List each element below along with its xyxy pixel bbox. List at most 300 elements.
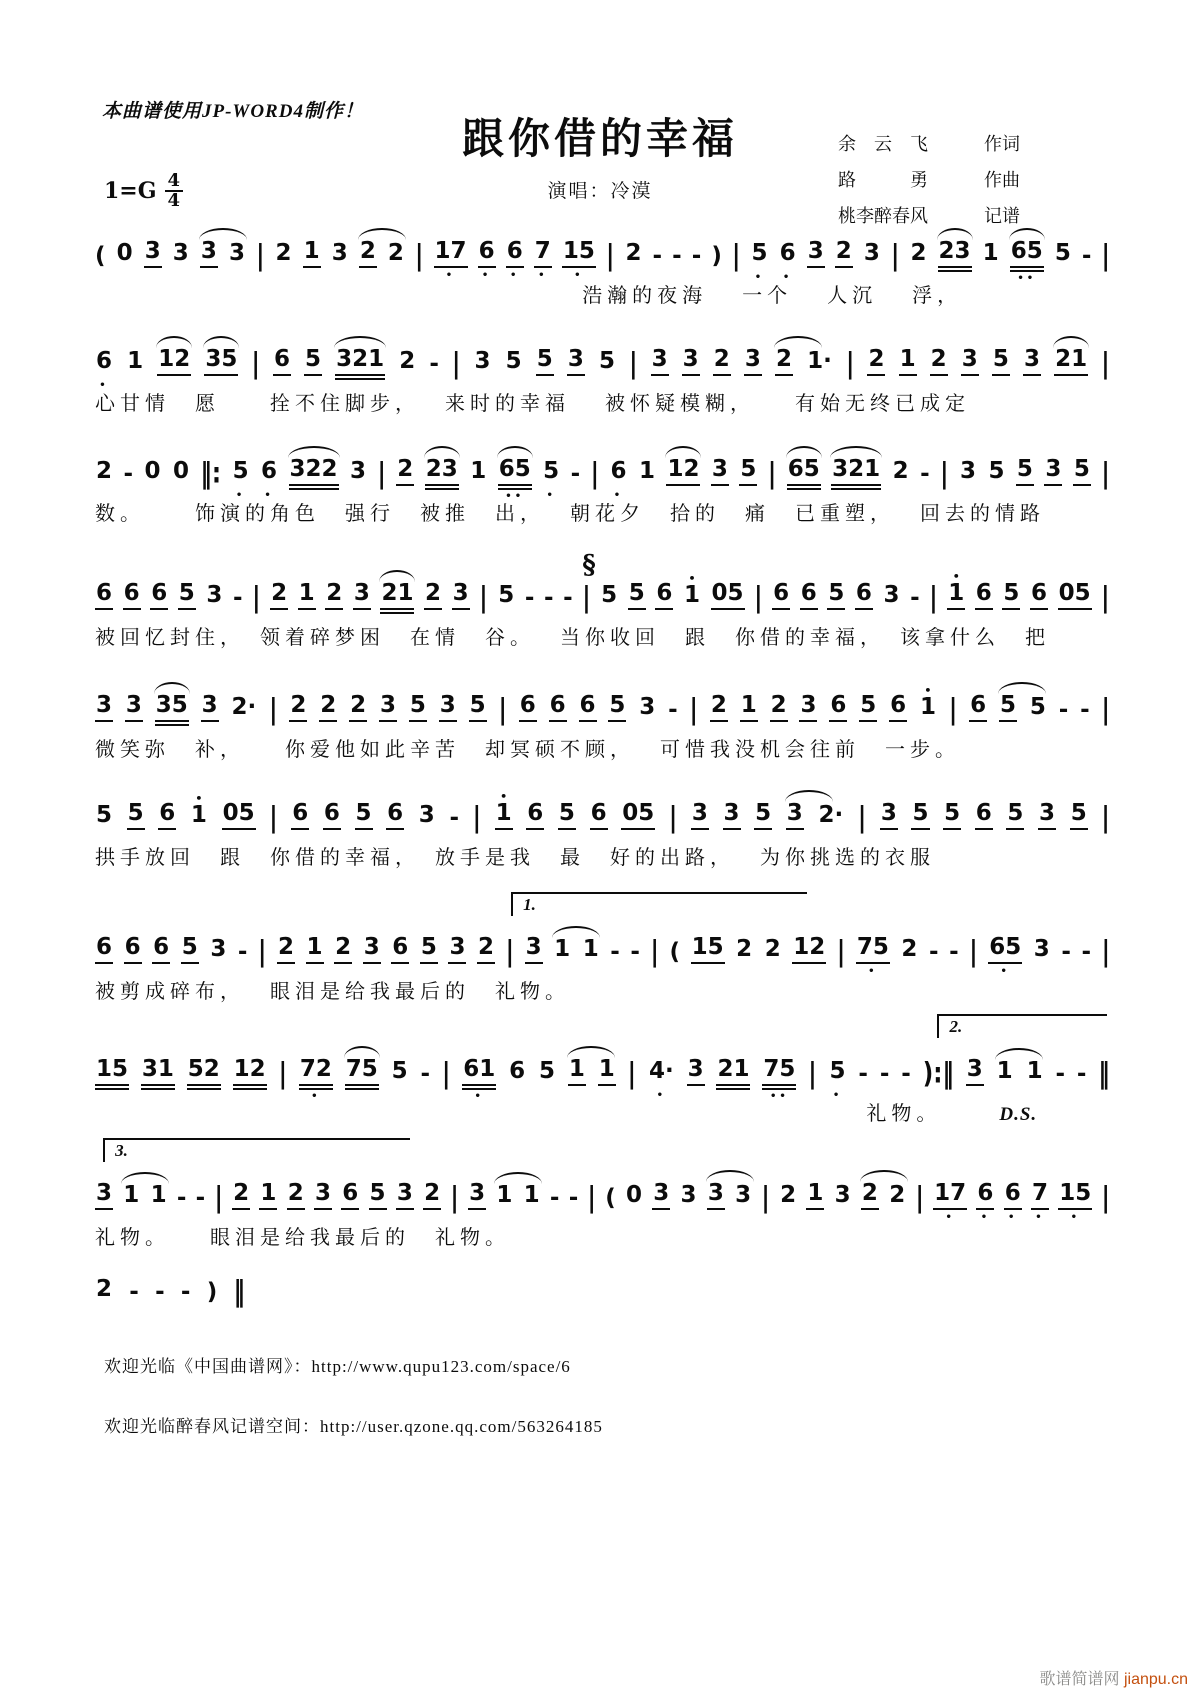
barline: | xyxy=(214,1181,223,1215)
volta-number: 1. xyxy=(523,895,536,914)
note: 3 xyxy=(966,1058,984,1086)
note: 6 xyxy=(95,936,113,964)
lyrics-row xyxy=(95,279,1110,308)
notation-symbol: - xyxy=(949,939,959,965)
note: 35 xyxy=(204,348,238,376)
note: 3 xyxy=(961,348,979,376)
note: 3 xyxy=(349,458,366,484)
note: 05 xyxy=(222,802,256,830)
note: 6 xyxy=(590,802,608,830)
note: 3 xyxy=(1038,802,1056,830)
tie-arc xyxy=(830,446,882,458)
score-line xyxy=(95,332,1110,416)
note: 5 xyxy=(598,348,615,374)
note: 1 • xyxy=(495,802,513,830)
credits-block xyxy=(838,130,1020,238)
note: 61 • xyxy=(463,1056,496,1102)
dal-segno-label: D.S. xyxy=(999,1104,1038,1125)
note: 3 xyxy=(744,348,762,376)
note: 05 xyxy=(711,582,745,610)
note: 23 xyxy=(425,458,459,486)
note: 3 xyxy=(651,348,669,376)
note: 6 xyxy=(509,1058,526,1084)
barline: | xyxy=(940,457,949,491)
note: 3 xyxy=(883,582,900,608)
octave-dot-below: • xyxy=(574,270,584,281)
tie-arc xyxy=(497,446,533,458)
notation-row xyxy=(95,1262,245,1309)
note: 3 xyxy=(834,1182,851,1208)
note: 3 xyxy=(331,240,348,266)
tie-arc xyxy=(358,228,406,240)
note: 5 xyxy=(178,582,196,610)
note: 5 xyxy=(355,802,373,830)
barline: | xyxy=(689,693,698,727)
notation-symbol: - xyxy=(1081,939,1091,965)
note: 1 xyxy=(899,348,917,376)
note: 2 xyxy=(287,1182,305,1210)
volta-number: 3. xyxy=(115,1141,128,1160)
note: 72 • xyxy=(299,1056,332,1102)
barline: ‖: xyxy=(200,457,222,491)
note: 65 •• xyxy=(498,458,532,486)
note: 2 xyxy=(319,694,337,722)
barline: | xyxy=(1101,581,1110,615)
note: 3 xyxy=(172,240,189,266)
lyrics-text: 礼物。 眼泪是给我最后的 礼物。 xyxy=(95,1227,510,1249)
note: 1 xyxy=(1026,1058,1043,1084)
tie-arc xyxy=(706,1170,754,1182)
note: 1 xyxy=(150,1182,167,1208)
octave-dot-below: • xyxy=(264,490,274,501)
note: 7 • xyxy=(534,238,551,281)
notation-symbol: ( xyxy=(669,939,680,965)
barline: | xyxy=(582,581,591,615)
note: 6 xyxy=(323,802,341,830)
note: 6 xyxy=(519,694,537,722)
barline: | xyxy=(1101,239,1110,273)
note: 6 • xyxy=(506,238,523,281)
note: 2 xyxy=(901,936,918,962)
note: 321 xyxy=(831,458,881,486)
lyrics-text: 被剪成碎布， 眼泪是给我最后的 礼物。 xyxy=(95,981,570,1003)
tie-arc xyxy=(774,336,822,348)
notation-row xyxy=(95,332,1110,391)
note: 6 xyxy=(341,1182,359,1210)
notation-symbol: - xyxy=(691,243,702,269)
note: 6 xyxy=(772,582,790,610)
note: 3 xyxy=(786,802,804,830)
note: 5 xyxy=(558,802,576,830)
note: 5 xyxy=(391,1058,408,1084)
singer-line: 演唱：冷漠 xyxy=(547,181,653,202)
note: 2 xyxy=(625,240,642,266)
notation-symbol: - xyxy=(1058,697,1069,723)
octave-dot-below: • xyxy=(509,270,520,281)
barline: | xyxy=(587,1181,596,1215)
note: 2 xyxy=(775,348,793,376)
note: 6 xyxy=(549,694,567,722)
note: 6 xyxy=(391,936,409,964)
note: 2 xyxy=(96,458,113,484)
octave-dot-above: • xyxy=(500,790,508,803)
score-line xyxy=(95,550,1110,650)
octave-dot-below: • xyxy=(980,1212,991,1223)
composer-name: 路 勇 xyxy=(838,170,928,190)
score-line xyxy=(95,1262,245,1309)
note: 6 xyxy=(386,802,404,830)
barline: ):‖ xyxy=(922,1057,954,1091)
note: 15 xyxy=(95,1058,129,1086)
note: 5 xyxy=(369,1182,387,1210)
note: 75 •• xyxy=(763,1056,796,1102)
note: 5 xyxy=(1070,802,1088,830)
notation-symbol: - xyxy=(610,939,620,965)
notation-symbol: - xyxy=(524,585,535,611)
tie-arc xyxy=(860,1170,908,1182)
note: 5 xyxy=(96,802,113,828)
octave-dot-below: • xyxy=(474,1091,484,1102)
note: 6 xyxy=(1030,582,1048,610)
barline: | xyxy=(732,239,741,273)
score-line xyxy=(95,442,1110,526)
note: 2 xyxy=(770,694,788,722)
note: 6 xyxy=(969,694,987,722)
notation-row xyxy=(95,224,1110,284)
octave-dot-below: • xyxy=(1000,966,1010,977)
notation-row xyxy=(95,1166,1110,1223)
note: 2 xyxy=(780,1182,797,1208)
notation-symbol: - xyxy=(568,1185,579,1211)
octave-dot-below: • xyxy=(481,270,492,281)
note: 5 xyxy=(999,694,1017,722)
notation-row xyxy=(95,442,1110,502)
octave-dot-below: •• xyxy=(769,1091,789,1102)
tie-arc xyxy=(998,682,1046,694)
octave-dot-above: • xyxy=(952,570,960,583)
note: 17 • xyxy=(934,1180,967,1223)
notation-symbol: - xyxy=(920,461,930,487)
barline: ‖ xyxy=(1098,1057,1110,1091)
octave-dot-below: • xyxy=(311,1091,321,1102)
note: 3 xyxy=(201,694,219,722)
lyricist-name: 余 云 飞 xyxy=(838,134,928,154)
barline: | xyxy=(590,457,600,491)
note: 52 xyxy=(187,1058,221,1086)
note: 0 xyxy=(172,458,189,484)
note: 7 • xyxy=(1031,1180,1048,1223)
barline: | xyxy=(857,801,867,835)
note: 6 xyxy=(158,802,176,830)
site-watermark-domain: jianpu.cn xyxy=(1123,1671,1188,1688)
note: 3 xyxy=(682,348,700,376)
score-line xyxy=(95,786,1110,870)
note: 2 xyxy=(910,240,927,266)
note: 2 xyxy=(424,582,442,610)
note: 1 • xyxy=(683,572,700,608)
note: 1 • xyxy=(947,582,965,610)
transcriber-role: 记谱 xyxy=(984,206,1020,226)
note: 6 xyxy=(579,694,597,722)
credit-row xyxy=(838,166,1020,192)
lyrics-row xyxy=(95,387,1110,416)
note: 3 xyxy=(452,582,470,610)
note: 12 xyxy=(157,348,191,376)
score-line xyxy=(95,1014,1110,1126)
note: 3 xyxy=(314,1182,332,1210)
key-label: 1=G xyxy=(104,178,157,204)
notation-row xyxy=(95,678,1110,727)
octave-dot-below: • xyxy=(832,1090,843,1101)
tie-arc xyxy=(424,446,460,458)
note: 31 xyxy=(141,1058,175,1086)
note: 2 xyxy=(289,694,307,722)
note: 1 xyxy=(582,936,599,962)
barline: | xyxy=(836,935,846,969)
note: 2 xyxy=(96,1276,113,1302)
note: 1 xyxy=(638,458,655,484)
note: 6 xyxy=(95,582,113,610)
score-line xyxy=(95,224,1110,308)
note: 17 • xyxy=(434,238,467,281)
notation-symbol: - xyxy=(570,461,581,487)
note: 3 xyxy=(567,348,585,376)
note: 5 xyxy=(536,348,554,376)
note: 75 xyxy=(345,1058,379,1086)
note: 3 xyxy=(474,348,491,374)
octave-dot-below: • xyxy=(656,1090,667,1101)
note: 0 xyxy=(144,458,161,484)
octave-dot-below: • xyxy=(754,272,765,283)
note: 1 xyxy=(553,938,571,964)
barline: | xyxy=(1101,935,1110,969)
note: 2 xyxy=(861,1182,879,1210)
note: 1 xyxy=(122,1184,140,1210)
note: 6 xyxy=(655,582,673,610)
note: 3 xyxy=(125,694,143,722)
barline: | xyxy=(256,239,265,273)
note: 21 xyxy=(1054,348,1088,376)
barline: | xyxy=(1101,801,1110,835)
note: 6 • xyxy=(1004,1180,1021,1223)
note: 15 • xyxy=(562,238,595,281)
barline: | xyxy=(252,581,261,615)
note: 5 • xyxy=(751,240,768,283)
notation-symbol: - xyxy=(929,939,939,965)
note: 6 • xyxy=(261,458,278,501)
barline: | xyxy=(269,801,278,835)
barline: | xyxy=(1101,457,1110,491)
note: 3 xyxy=(652,1182,670,1210)
note: 5 • xyxy=(232,458,249,501)
note: 5 xyxy=(505,348,522,374)
tie-arc xyxy=(786,446,822,458)
note: 15 xyxy=(691,936,725,964)
note: 5 xyxy=(608,694,626,722)
note: 6 xyxy=(291,802,309,830)
note: 05 xyxy=(621,802,655,830)
notation-symbol: ( xyxy=(605,1185,616,1211)
tie-arc xyxy=(379,570,415,582)
note: 3 xyxy=(363,936,381,964)
notation-symbol: - xyxy=(129,1279,139,1305)
octave-dot-below: • xyxy=(546,490,556,501)
note: 6 xyxy=(975,802,993,830)
note: 2 xyxy=(349,694,367,722)
barline: | xyxy=(761,1181,770,1215)
notation-row xyxy=(95,1042,1110,1102)
barline: | xyxy=(441,1057,451,1091)
note: 1 • xyxy=(190,792,207,828)
lyrics-row xyxy=(95,621,1110,650)
note: 2 xyxy=(736,936,753,962)
note: 3 xyxy=(707,1182,725,1210)
note: 3 xyxy=(228,240,245,266)
notation-symbol: - xyxy=(1076,1061,1087,1087)
barline: | xyxy=(452,347,461,381)
site-watermark xyxy=(1039,1666,1188,1689)
note: 3 xyxy=(206,582,223,608)
note: 2 xyxy=(764,936,781,962)
note: 5 xyxy=(911,802,929,830)
note: 1· xyxy=(807,348,832,374)
note: 3 xyxy=(1023,348,1041,376)
barline: | xyxy=(915,1181,924,1215)
maker-note: 本曲谱使用JP-WORD4制作！ xyxy=(102,101,364,122)
note: 3 xyxy=(525,936,543,964)
tie-arc xyxy=(154,682,190,694)
note: 2 xyxy=(359,240,377,268)
note: 6 • xyxy=(96,348,113,391)
note: 3 xyxy=(379,694,397,722)
volta-bracket xyxy=(511,892,807,916)
lyricist-role: 作词 xyxy=(984,134,1020,154)
barline: | xyxy=(650,935,659,969)
tie-arc xyxy=(344,1046,380,1058)
notation-symbol: - xyxy=(1061,939,1071,965)
barline: | xyxy=(498,693,507,727)
notation-symbol: - xyxy=(237,939,248,965)
note: 6 • xyxy=(779,240,796,283)
barline: | xyxy=(415,239,424,273)
note: 5 xyxy=(304,348,322,376)
barline: | xyxy=(479,581,488,615)
octave-dot-below: • xyxy=(782,272,793,283)
note: 2· xyxy=(818,802,844,828)
note: 5 xyxy=(1002,582,1020,610)
barline: | xyxy=(258,935,267,969)
octave-dot-below: • xyxy=(99,380,109,391)
octave-dot-below: • xyxy=(1070,1212,1080,1223)
octave-dot-below: • xyxy=(235,490,246,501)
octave-dot-above: • xyxy=(688,572,696,585)
note: 6 xyxy=(150,582,168,610)
note: 1 xyxy=(982,240,999,266)
note: 1 • xyxy=(919,684,936,720)
note: 6 xyxy=(975,582,993,610)
note: 6 xyxy=(273,348,291,376)
notation-symbol: - xyxy=(543,585,554,611)
segno-icon: § xyxy=(582,550,596,580)
lyrics-text: 数。 饰演的角色 强行 被推 出， 朝花夕 拾的 痛 已重塑， 回去的情路 xyxy=(95,503,1045,525)
note: 6 xyxy=(829,694,847,722)
barline: | xyxy=(808,1057,817,1091)
note: 2 xyxy=(396,458,414,486)
note: 2 xyxy=(232,1182,250,1210)
note: 1 xyxy=(740,694,758,722)
note: 6 • xyxy=(977,1180,994,1223)
note: 6 xyxy=(124,936,142,964)
notation-symbol: - xyxy=(672,243,682,269)
note: 1 xyxy=(495,1184,513,1210)
note: 3 xyxy=(418,802,435,828)
barline: | xyxy=(890,239,900,273)
barline: | xyxy=(969,935,978,969)
qzone-site-link: 欢迎光临醉春风记谱空间：http://user.qzone.qq.com/563264185 xyxy=(104,1417,603,1436)
notation-symbol: - xyxy=(901,1061,911,1087)
barline: | xyxy=(377,457,386,491)
note: 12 xyxy=(666,458,700,486)
note: 5 xyxy=(827,582,845,610)
note: 3 xyxy=(735,1182,752,1208)
note: 3 xyxy=(691,802,709,830)
note: 3 xyxy=(353,582,371,610)
note: 75 • xyxy=(856,934,889,977)
note: 2 xyxy=(325,582,343,610)
note: 5 xyxy=(1006,802,1024,830)
note: 3 xyxy=(448,936,466,964)
score-line xyxy=(95,678,1110,762)
lyrics-row xyxy=(95,841,1110,870)
barline: | xyxy=(1101,347,1110,381)
note: 3 xyxy=(95,1182,113,1210)
note: 6 xyxy=(123,582,141,610)
tie-arc xyxy=(785,790,833,802)
note: 2· xyxy=(231,694,257,720)
song-title: 跟你借的幸福 xyxy=(461,114,738,163)
lyrics-text: 被回忆封住， 领着碎梦困 在情 谷。 当你收回 跟 你借的幸福， 该拿什么 把 xyxy=(95,627,1050,649)
notation-symbol: - xyxy=(563,585,573,611)
note: 1 xyxy=(806,1182,824,1210)
note: 5 xyxy=(409,694,427,722)
note: 6 xyxy=(855,582,873,610)
octave-dot-below: • xyxy=(1008,1212,1018,1223)
notation-symbol: - xyxy=(1055,1061,1065,1087)
note: 3 xyxy=(680,1182,697,1208)
note: 1 xyxy=(127,348,144,374)
notation-symbol: - xyxy=(668,697,678,723)
note: 5 xyxy=(469,694,487,722)
barline: | xyxy=(754,581,763,615)
note: 1 xyxy=(568,1058,586,1086)
lyrics-text: 浩瀚的夜海 一个 人沉 浮， xyxy=(582,285,963,307)
notation-symbol: - xyxy=(195,1185,206,1211)
note: 3 xyxy=(959,458,976,484)
note: 2 xyxy=(892,458,909,484)
lyrics-row xyxy=(95,497,1110,526)
notation-row xyxy=(95,920,1110,977)
note: 3 xyxy=(807,240,825,268)
tie-arc xyxy=(203,336,239,348)
note: 5 xyxy=(943,802,961,830)
barline: ‖ xyxy=(233,1275,245,1309)
site-watermark-name: 歌谱简谱网 xyxy=(1039,1671,1120,1688)
barline: | xyxy=(269,693,278,727)
barline: | xyxy=(767,457,777,491)
note: 1 xyxy=(306,936,324,964)
notation-symbol: - xyxy=(1081,243,1092,269)
note: 2 xyxy=(275,240,292,266)
